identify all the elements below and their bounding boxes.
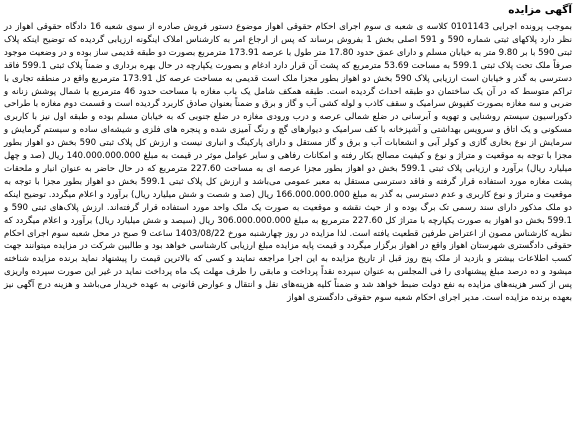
notice-title: آگهی مزایده (508, 4, 572, 16)
notice-body: بموجب پرونده اجرایی 0101143 کلاسه ی شعبه ی سوم اجرای احکام حقوقی اهواز موضوع دستور فروش صادره از سوی شعبه 16 دادگاه حقوقی اهواز در نظر دارد پلاکهای ثبتی شماره 590 و 591 اصلی بخش 1 بفروش برساند که پس از ارجاع امر به کارشناس املاک اینگونه ارزیابی گردیده که توضیح اینکه پلاک ثبتی 590 با بر 9.80 متر به خیابان مسلم و دارای عمق حدود 17.80 متر طول با عرصه 173.91 مترمربع بصورت دو طبقه قدیمی ساز بوده و در وضعیت موجود صرفاً ملک تحت پلاک ثبتی 599.1 به مساحت 53.69 مترمربع که پشت آن قرار دارد ادغام و بصورت یکپارچه در حال بهره برداری و ضمناً پلاک ثبتی 599.1 فاقد دسترسی به گذر و خیابان است ارزیابی پلاک 590 بخش دو اهواز بطور مجزا ملک است قدیمی به مساحت عرصه کل 173.91 مترمربع واقع در منطقه تجاری با تراکم متوسط که در آن یک ساختمان دو طبقه احداث گردیده است. طبقه همکف شامل یک باب مغازه با مساحت حدود 46 مترمربع با شمال پوشش زنانه و ضربی و سه مغازه بصورت کفپوش سرامیک و سقف کاذب و لوله کشی آب و گاز و برق و ضمناً بعنوان صادق کاربرد گردیده است و قسمت دوم مغازه با طراحی دکوراسیون سیستم روشنایی و تهویه و آبرسانی در ضلع شمالی عرصه و درب ورودی مغازه در ضلع جنوبی که به خیابان مسلم بوده و طبقه اول نیز با کاربری مسکونی و یک اتاق و سرویس بهداشتی و آشپزخانه با کف سرامیک و دیوارهای گچ و رنگ آمیزی شده و پنجره های فلزی و شیشه‌ای ساده و سیستم گرمایش و سرمایش از نوع بخاری گازی و کولر آبی و انشعابات آب و برق و گاز مستقل و دارای پارکینگ و انباری نیست و ارزش کل پلاک ثبتی 590 بخش دو اهواز بطور مجزا با توجه به موقعیت و متراژ و نوع و کیفیت مصالح بکار رفته و امکانات رفاهی و سایر عوامل موثر در قیمت به مبلغ 140.000.000.000 ریال (صد و چهل میلیارد ریال) برآورد و ارزیابی پلاک ثبتی 599.1 بخش دو اهواز بطور مجزا عرصه ای به مساحت 227.60 مترمربع که در حال حاضر به عنوان انبار و ملحقات پشت مغازه مورد استفاده قرار گرفته و فاقد دسترسی مستقل به معبر عمومی می‌باشد و ارزش کل پلاک ثبتی 599.1 بخش دو اهواز بطور مجزا با توجه به موقعیت و متراژ و نوع کاربری و عدم دسترسی به گذر به مبلغ 166.000.000.000 ریال (صد و شصت و شش میلیارد ریال) برآورد و اعلام میگردد. توضیح اینکه دو ملک مذکور دارای سند رسمی تک برگ بوده و از حیث نقشه و موقعیت به صورت یک ملک واحد مورد استفاده قرار گرفته‌اند. ارزش پلاک‌های ثبتی 590 و 599.1 بخش دو اهواز به صورت یکپارچه با متراژ کل 227.60 مترمربع به مبلغ 306.000.000.000 ریال (سیصد و شش میلیارد ریال) برآورد و اعلام میگردد که نظریه کارشناس مصون از اعتراض طرفین قطعیت یافته است. لذا مزایده در روز چهارشنبه مورخ 1403/08/22 ساعت 9 صبح در محل شعبه سوم اجرای احکام حقوقی دادگستری شهرستان اهواز واقع در اهواز برگزار میگردد و قیمت پایه مزایده مبلغ ارزیابی کارشناسی خواهد بود و طالبین شرکت در مزایده میتوانند جهت کسب اطلاعات بیشتر و بازدید از ملک پنج روز قبل از تاریخ مزایده به این اجرا مراجعه نمایند و کسی که بالاترین قیمت را پیشنهاد نماید برنده مزایده شناخته میشود و ده درصد مبلغ پیشنهادی را فی المجلس به عنوان سپرده نقداً پرداخت و مابقی را ظرف مهلت یک ماه پرداخت نماید در غیر این صورت سپرده واریزی پس از کسر هزینه‌های مزایده به نفع دولت ضبط خواهد شد و ضمناً کلیه هزینه‌های نقل و انتقال و عوارض قانونی به عهده خریدار می‌باشد و هزینه درج آگهی نیز بعهده برنده مزایده است. مدیر اجرای احکام شعبه سوم حقوقی دادگستری اهواز (4, 22, 573, 304)
